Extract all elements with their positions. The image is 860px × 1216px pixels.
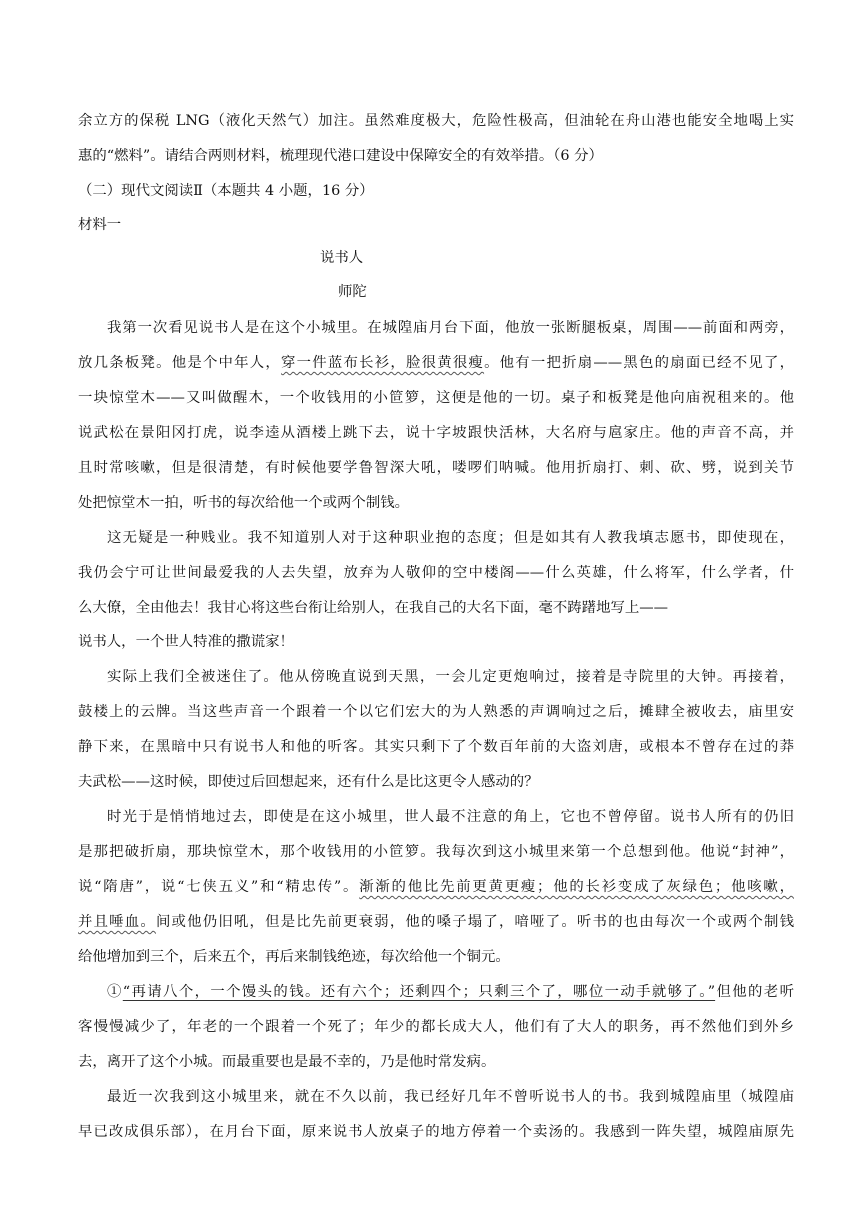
article-author-text: 师陀 bbox=[338, 284, 367, 300]
circled-number-marker: ① bbox=[107, 984, 123, 1000]
article-title-text: 说书人 bbox=[320, 250, 364, 266]
paragraph-line: 给他增加到三个，后来五个，再后来制钱绝迹，每次给他一个铜元。 bbox=[78, 949, 510, 965]
paragraph-line: 客慢慢减少了，年老的一个跟着一个死了；年少的都长成大人，他们有了大人的职务，再不然他们到外乡 bbox=[78, 1019, 794, 1035]
paragraph-line: 说“隋唐”，说“七侠五义”和“精忠传”。渐渐的他比先前更黄更瘦；他的长衫变成了灰绿色；他咳嗽， bbox=[78, 879, 794, 895]
paragraph-line: 最近一次我到这小城里来，就在不久以前，我已经好几年不曾听说书人的书。我到城隍庙里（城隍庙 bbox=[107, 1089, 794, 1105]
paragraph-line: 静下来，在黑暗中只有说书人和他的听客。其实只剩下了个数百年前的大盗刘唐，或根本不曾存在过的莽 bbox=[78, 739, 794, 755]
article-author bbox=[338, 282, 367, 302]
wavy-underlined-phrase: 并且唾血。 bbox=[78, 914, 156, 930]
line-text: 惠的“燃料”。请结合两则材料，梳理现代港口建设中保障安全的有效举措。（6 分） bbox=[78, 148, 603, 164]
paragraph-line: 实际上我们全被迷住了。他从傍晚直说到天黑，一会儿定更炮响过，接着是寺院里的大钟。再接着， bbox=[107, 669, 794, 685]
paragraph-line: 去，离开了这个小城。而最重要也是最不幸的，乃是他时常发病。 bbox=[78, 1054, 496, 1070]
material-label bbox=[78, 215, 794, 235]
paragraph-line: 时光于是悄悄地过去，即使是在这小城里，世人最不注意的角上，它也不曾停留。说书人所有的仍旧 bbox=[107, 809, 794, 825]
paragraph-line: 这无疑是一种贱业。我不知道别人对于这种职业抱的态度；但是如其有人教我填志愿书，即使现在， bbox=[107, 530, 794, 546]
paragraph-line: 我仍会宁可让世间最爱我的人去失望，放弃为人敬仰的空中楼阁——什么英雄，什么将军，什么学者，什 bbox=[78, 565, 794, 581]
paragraph-line: 放几条板凳。他是个中年人，穿一件蓝布长衫，脸很黄很瘦。他有一把折扇——黑色的扇面已经不见了， bbox=[78, 355, 794, 371]
wavy-underlined-phrase: 穿一件蓝布长衫，脸很黄很瘦 bbox=[281, 355, 485, 371]
paragraph-line: 且时常咳嗽，但是很清楚，有时候他要学鲁智深大吼，喽啰们呐喊。他用折扇打、刺、砍、劈，说到关节 bbox=[78, 460, 794, 476]
line-text: 余立方的保税 LNG（液化天然气）加注。虽然难度极大，危险性极高，但油轮在舟山港也能安全地喝上实 bbox=[78, 113, 794, 129]
paragraph-line: 一块惊堂木——又叫做醒木，一个收钱用的小笸箩，这便是他的一切。桌子和板凳是他向庙祝租来的。他 bbox=[78, 390, 794, 406]
section-heading bbox=[78, 181, 794, 201]
underlined-quote: “再请八个，一个馒头的钱。还有六个；还剩四个；只剩三个了，哪位一动手就够了。” bbox=[122, 984, 716, 1000]
paragraph-line: 处把惊堂木一拍，听书的每次给他一个或两个制钱。 bbox=[78, 495, 409, 511]
paragraph-line: 说书人，一个世人特准的撒谎家！ bbox=[78, 634, 294, 650]
paragraph-line: ①“再请八个，一个馒头的钱。还有六个；还剩四个；只剩三个了，哪位一动手就够了。”但他的老听 bbox=[107, 984, 794, 1000]
text-line-question-part2 bbox=[78, 146, 794, 166]
paragraph-line: 早已改成俱乐部），在月台下面，原来说书人放桌子的地方停着一个卖汤的。我感到一阵失望，城隍庙原先 bbox=[78, 1124, 794, 1140]
paragraph-line: 我第一次看见说书人是在这个小城里。在城隍庙月台下面，他放一张断腿板桌，周围——前面和两旁， bbox=[107, 320, 794, 336]
paragraph-line: 是那把破折扇，那块惊堂木，那个收钱用的小笸箩。我每次到这小城里来第一个总想到他。他说“封神”， bbox=[78, 844, 794, 860]
section-heading-text: （二）现代文阅读Ⅱ（本题共 4 小题，16 分） bbox=[78, 183, 374, 199]
paragraph-line: 并且唾血。间或他仍旧吼，但是比先前更衰弱，他的嗓子塌了，喑哑了。听书的也由每次一个或两个制钱 bbox=[78, 914, 794, 930]
article-title bbox=[320, 248, 363, 268]
wavy-underlined-phrase: 渐渐的他比先前更黄更瘦；他的长衫变成了灰绿色；他咳嗽， bbox=[359, 879, 794, 895]
material-label-text: 材料一 bbox=[78, 217, 122, 233]
paragraph-line: 说武松在景阳冈打虎，说李逵从酒楼上跳下去，说十字坡跟快活林，大名府与扈家庄。他的声音不高，并 bbox=[78, 425, 794, 441]
paragraph-line: 么大僚，全由他去！我甘心将这些台衔让给别人，在我自己的大名下面，毫不踌躇地写上—— bbox=[78, 600, 669, 616]
paragraph-line: 夫武松——这时候，即使过后回想起来，还有什么是比这更令人感动的？ bbox=[78, 774, 539, 790]
text-line-question-part1 bbox=[78, 111, 794, 131]
paragraph-line: 鼓楼上的云牌。当这些声音一个跟着一个以它们宏大的为人熟悉的声调响过之后，摊肆全被收去，庙里安 bbox=[78, 704, 794, 720]
